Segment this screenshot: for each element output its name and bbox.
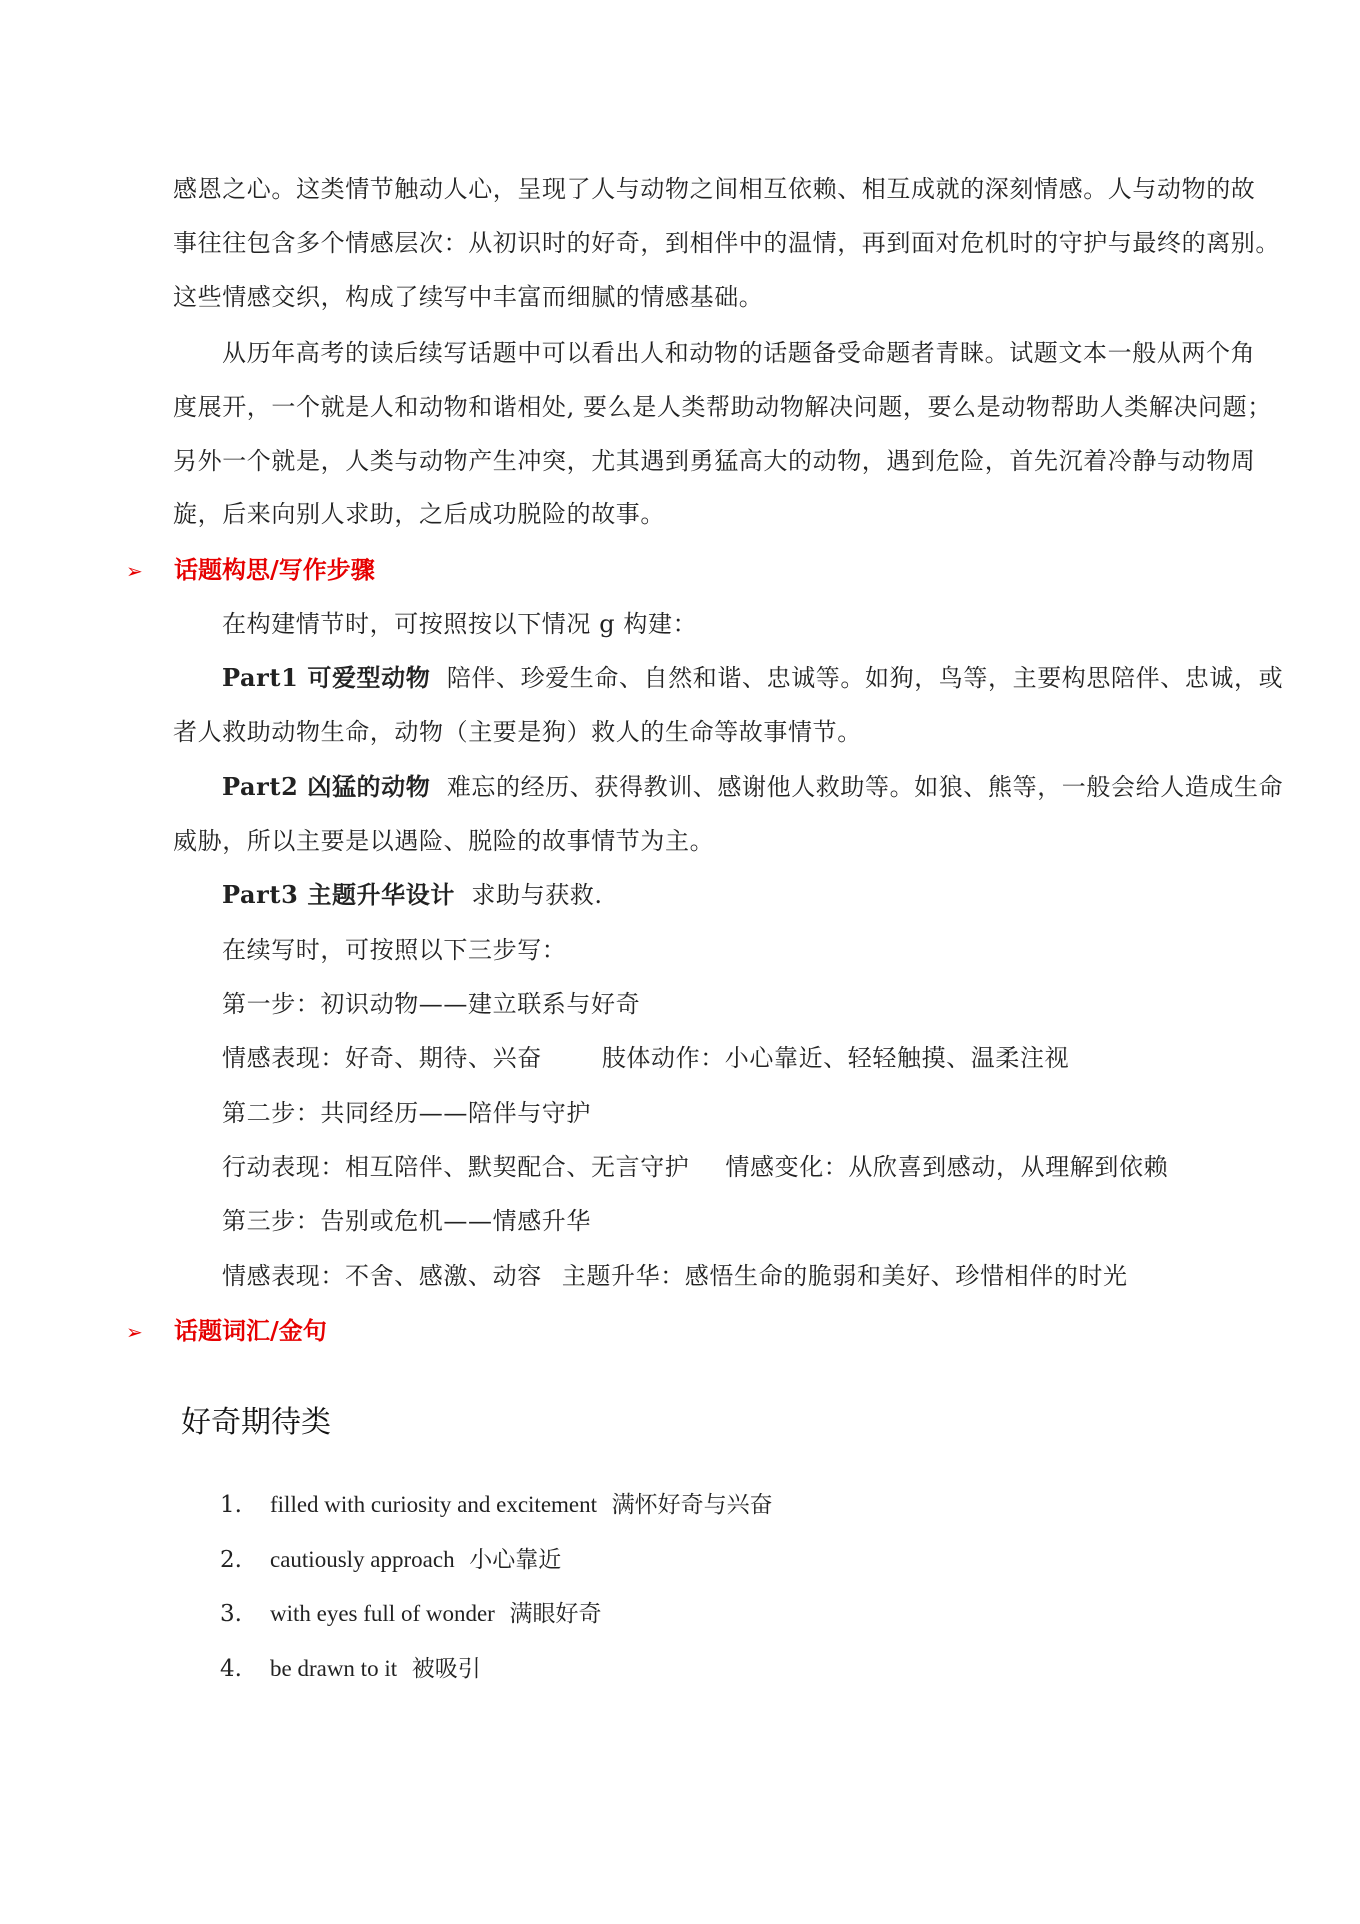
- vocab-item: [220, 1652, 481, 1686]
- vocab-number: 4.: [220, 1656, 242, 1682]
- step2-title: 第二步：共同经历——陪伴与守护: [222, 1099, 591, 1127]
- part2-continuation: 威胁，所以主要是以遇险、脱险的故事情节为主。: [173, 827, 715, 855]
- vocab-chinese: 满怀好奇与兴奋: [611, 1492, 773, 1518]
- step3-emotion: 情感表现：不舍、感激、动容: [222, 1262, 542, 1290]
- arrow-bullet-icon: ➢: [126, 559, 143, 583]
- vocab-english: cautiously approach: [270, 1547, 455, 1572]
- arrow-bullet-icon: ➢: [126, 1320, 143, 1344]
- para2-line-4: 旋，后来向别人求助，之后成功脱险的故事。: [173, 500, 665, 528]
- section-heading-vocab: [126, 1314, 327, 1349]
- vocab-item: [220, 1543, 561, 1577]
- part1-line: [222, 661, 1302, 695]
- para2-line-2: 度展开，一个就是人和动物和谐相处, 要么是人类帮助动物解决问题，要么是动物帮助人类解决问题；: [173, 393, 1272, 421]
- steps-intro: 在续写时，可按照以下三步写：: [222, 936, 567, 964]
- para2-line-3: 另外一个就是，人类与动物产生冲突，尤其遇到勇猛高大的动物，遇到危险，首先沉着冷静与动物周: [173, 447, 1256, 475]
- step2-emotion: 情感变化：从欣喜到感动，从理解到依赖: [725, 1153, 1169, 1181]
- step2-details: [222, 1150, 1302, 1184]
- vocab-number: 2.: [220, 1547, 242, 1573]
- vocab-category-title: 好奇期待类: [181, 1405, 331, 1440]
- vocab-english: with eyes full of wonder: [270, 1601, 495, 1626]
- vocab-number: 3.: [220, 1601, 242, 1627]
- part2-label: Part2 凶猛的动物: [222, 772, 431, 801]
- step3-title: 第三步：告别或危机——情感升华: [222, 1207, 591, 1235]
- step2-action: 行动表现：相互陪伴、默契配合、无言守护: [222, 1153, 690, 1181]
- section-heading-structure: [126, 553, 375, 588]
- para2-line-1: 从历年高考的读后续写话题中可以看出人和动物的话题备受命题者青睐。试题文本一般从两个角: [222, 339, 1256, 367]
- vocab-chinese: 满眼好奇: [509, 1601, 602, 1627]
- step1-action: 肢体动作：小心靠近、轻轻触摸、温柔注视: [601, 1044, 1070, 1072]
- step3-theme: 主题升华：感悟生命的脆弱和美好、珍惜相伴的时光: [561, 1262, 1128, 1290]
- part2-text: 难忘的经历、获得教训、感谢他人救助等。如狼、熊等，一般会给人造成生命: [446, 773, 1284, 801]
- section-title: 话题构思/写作步骤: [174, 555, 375, 584]
- vocab-chinese: 小心靠近: [469, 1547, 562, 1573]
- vocab-english: be drawn to it: [270, 1656, 398, 1681]
- build-intro: 在构建情节时，可按照按以下情况 g 构建：: [222, 610, 698, 638]
- part1-continuation: 者人救助动物生命，动物（主要是狗）救人的生命等故事情节。: [173, 718, 862, 746]
- intro-line-1: 感恩之心。这类情节触动人心，呈现了人与动物之间相互依赖、相互成就的深刻情感。人与动物的故: [173, 175, 1256, 203]
- part1-text: 陪伴、珍爱生命、自然和谐、忠诚等。如狗，鸟等，主要构思陪伴、忠诚，或: [446, 664, 1284, 692]
- part2-line: [222, 770, 1302, 804]
- step1-emotion: 情感表现：好奇、期待、兴奋: [222, 1044, 542, 1072]
- step3-details: [222, 1259, 1302, 1293]
- part3-label: Part3 主题升华设计: [222, 880, 455, 909]
- intro-line-2: 事往往包含多个情感层次：从初识时的好奇，到相伴中的温情，再到面对危机时的守护与最终的离别。: [173, 229, 1280, 257]
- vocab-item: [220, 1488, 773, 1522]
- part3-text: 求助与获救.: [471, 881, 603, 909]
- vocab-chinese: 被吸引: [411, 1656, 481, 1682]
- intro-line-3: 这些情感交织，构成了续写中丰富而细腻的情感基础。: [173, 283, 764, 311]
- vocab-number: 1.: [220, 1492, 242, 1518]
- vocab-english: filled with curiosity and excitement: [270, 1492, 598, 1517]
- step1-details: [222, 1041, 1302, 1075]
- vocab-item: [220, 1597, 601, 1631]
- part3-line: [222, 878, 1302, 912]
- part1-label: Part1 可爱型动物: [222, 663, 431, 692]
- step1-title: 第一步：初识动物——建立联系与好奇: [222, 990, 641, 1018]
- section-title: 话题词汇/金句: [174, 1316, 327, 1345]
